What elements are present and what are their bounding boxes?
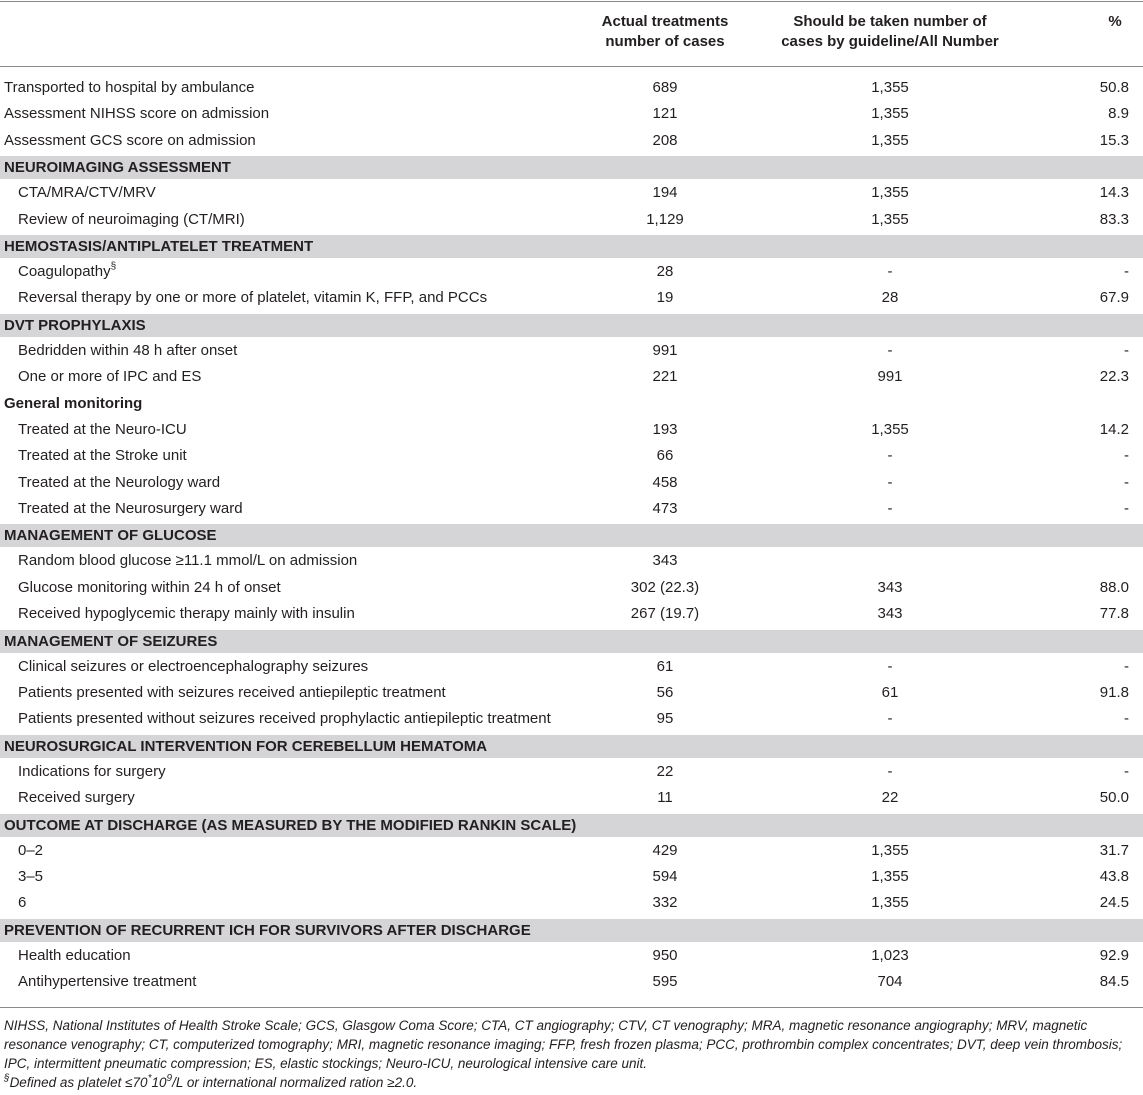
footnote-def-mid: 10 <box>151 1075 167 1090</box>
row-label-text: Review of neuroimaging (CT/MRI) <box>18 210 245 228</box>
row-label <box>18 838 43 864</box>
table-row <box>0 338 1143 364</box>
cell-percent: - <box>1124 262 1129 280</box>
section-title <box>4 814 576 837</box>
table-row <box>0 969 1143 995</box>
header-percent <box>1100 12 1130 32</box>
cell-should: 343 <box>877 605 903 623</box>
cell-actual: 121 <box>652 105 678 123</box>
table-row <box>0 470 1143 496</box>
table-row <box>0 417 1143 443</box>
row-label-text: Transported to hospital by ambulance <box>4 79 255 96</box>
row-label-text: HEMOSTASIS/ANTIPLATELET TREATMENT <box>4 237 314 255</box>
cell-should: 991 <box>877 368 903 386</box>
footnote-def-exp: 9 <box>166 1072 173 1084</box>
cell-percent: 88.0 <box>1099 578 1129 596</box>
row-label-text: DVT PROPHYLAXIS <box>4 316 146 334</box>
row-label-text: Antihypertensive treatment <box>18 973 197 991</box>
cell-percent: 84.5 <box>1099 973 1129 991</box>
cell-should: 1,355 <box>871 894 909 912</box>
row-label-text: MANAGEMENT OF GLUCOSE <box>4 527 217 545</box>
row-label <box>18 601 355 627</box>
cell-actual: 991 <box>652 341 678 359</box>
cell-percent: 8.9 <box>1108 105 1129 123</box>
row-label <box>4 101 269 127</box>
row-label <box>4 75 254 101</box>
section-header-row <box>0 524 1143 547</box>
cell-percent: 50.8 <box>1099 79 1129 96</box>
cell-percent: 91.8 <box>1099 684 1129 702</box>
footnote-def-post: /L or international normalized ration ≥2.0. <box>172 1075 418 1090</box>
cell-should: 1,355 <box>871 131 909 149</box>
row-label-text: PREVENTION OF RECURRENT ICH FOR SURVIVORS AFTER DISCHARGE <box>4 921 531 939</box>
cell-percent: 77.8 <box>1099 605 1129 623</box>
row-label <box>18 943 131 969</box>
section-header-row <box>0 919 1143 942</box>
cell-should: - <box>887 710 893 728</box>
row-label <box>18 470 220 496</box>
footnote-def-star: * <box>147 1072 152 1084</box>
footnote-section-mark: § <box>4 1072 10 1084</box>
row-label-text: NEUROIMAGING ASSESSMENT <box>4 159 231 177</box>
section-title <box>4 524 217 547</box>
cell-should: 1,355 <box>871 210 909 228</box>
cell-actual: 56 <box>656 684 674 702</box>
cell-actual: 193 <box>652 420 678 438</box>
table-row <box>0 364 1143 390</box>
table-row <box>0 575 1143 601</box>
table-row <box>0 496 1143 522</box>
cell-actual: 61 <box>656 657 674 675</box>
cell-percent: - <box>1124 341 1129 359</box>
table-row <box>0 838 1143 864</box>
row-label <box>18 496 243 522</box>
cell-should: 61 <box>881 684 899 702</box>
cell-should: 22 <box>881 789 899 807</box>
row-label-text: Patients presented with seizures received antiepileptic treatment <box>18 684 446 702</box>
row-label <box>18 706 551 732</box>
cell-percent: 15.3 <box>1099 131 1129 149</box>
row-label <box>18 180 156 206</box>
row-label-text: Treated at the Stroke unit <box>18 447 187 465</box>
row-label-text: Indications for surgery <box>18 762 166 780</box>
cell-should: - <box>887 500 893 518</box>
cell-actual: 95 <box>656 710 674 728</box>
table-top-rule <box>0 1 1143 2</box>
cell-percent: 67.9 <box>1099 289 1129 307</box>
table-row <box>0 128 1143 154</box>
row-label-text: Treated at the Neurosurgery ward <box>18 500 243 518</box>
header-bottom-rule <box>0 66 1143 67</box>
cell-percent: - <box>1124 447 1129 465</box>
cell-should: 343 <box>877 578 903 596</box>
section-title <box>4 735 487 758</box>
cell-actual: 595 <box>652 973 678 991</box>
cell-actual: 689 <box>652 79 678 96</box>
cell-actual: 19 <box>656 289 674 307</box>
row-label-text: Received hypoglycemic therapy mainly with insulin <box>18 605 355 623</box>
cell-should: 704 <box>877 973 903 991</box>
row-label <box>18 864 43 890</box>
cell-should: - <box>887 341 893 359</box>
row-label-text: Assessment GCS score on admission <box>4 131 256 149</box>
header-should-line1: Should be taken number of <box>793 13 987 30</box>
row-label <box>18 785 135 811</box>
table-row <box>0 548 1143 574</box>
cell-percent: 31.7 <box>1099 841 1129 859</box>
row-label <box>18 680 446 706</box>
row-label-text: Treated at the Neuro-ICU <box>18 420 187 438</box>
cell-actual: 343 <box>652 552 678 570</box>
row-label-text: Assessment NIHSS score on admission <box>4 105 270 123</box>
row-label <box>18 969 196 995</box>
cell-actual: 11 <box>657 789 673 807</box>
cell-percent: 14.3 <box>1099 184 1129 202</box>
row-label <box>18 548 357 574</box>
row-label-text: MANAGEMENT OF SEIZURES <box>4 632 218 650</box>
cell-actual: 267 (19.7) <box>630 605 700 623</box>
row-label-text: OUTCOME AT DISCHARGE (AS MEASURED BY THE MODIFIED RANKIN SCALE) <box>4 816 577 834</box>
row-label-text: 0–2 <box>18 841 44 859</box>
row-label-text: Received surgery <box>18 789 135 807</box>
table-row <box>0 75 1143 101</box>
row-label <box>18 443 187 469</box>
section-header-row <box>0 735 1143 758</box>
row-label-text: Random blood glucose ≥11.1 mmol/L on admission <box>18 552 358 570</box>
footnote-definition <box>4 1073 1141 1092</box>
row-label-text: 6 <box>18 894 27 912</box>
header-should-be-taken <box>760 12 1020 52</box>
section-header-row <box>0 235 1143 258</box>
cell-percent: - <box>1124 473 1129 491</box>
cell-percent: 22.3 <box>1099 368 1129 386</box>
row-label-text: General monitoring <box>4 394 143 412</box>
section-title <box>4 156 231 179</box>
row-label <box>18 364 201 390</box>
row-label-text: Patients presented without seizures received prophylactic antiepileptic treatment <box>18 710 551 728</box>
cell-actual: 332 <box>652 894 678 912</box>
header-actual-line1: Actual treatments <box>601 13 729 30</box>
row-label-text: Reversal therapy by one or more of platelet, vitamin K, FFP, and PCCs <box>18 289 488 307</box>
cell-actual: 302 (22.3) <box>630 578 700 596</box>
cell-should: - <box>887 262 893 280</box>
cell-should: 1,023 <box>871 946 909 964</box>
table-row <box>0 943 1143 969</box>
cell-should: - <box>887 657 893 675</box>
row-label <box>18 575 281 601</box>
row-label <box>4 128 256 154</box>
table-body <box>0 75 1143 996</box>
table-row <box>0 785 1143 811</box>
footnote-def-pre: Defined as platelet ≤70 <box>9 1075 148 1090</box>
row-label-text: Coagulopathy <box>18 262 111 280</box>
cell-percent: 43.8 <box>1099 867 1129 885</box>
table-row <box>0 864 1143 890</box>
row-label <box>18 654 368 680</box>
cell-should: - <box>887 762 893 780</box>
section-header-row <box>0 814 1143 837</box>
cell-actual: 473 <box>652 500 678 518</box>
cell-actual: 28 <box>656 262 674 280</box>
cell-should: - <box>887 447 893 465</box>
table-footnotes <box>4 1016 1141 1092</box>
row-label <box>18 417 187 443</box>
cell-actual: 22 <box>656 762 674 780</box>
section-header-row <box>0 630 1143 653</box>
cell-actual: 458 <box>652 473 678 491</box>
cell-should: 1,355 <box>871 184 909 202</box>
cell-actual: 1,129 <box>646 210 684 228</box>
table-row <box>0 890 1143 916</box>
row-label-text: NEUROSURGICAL INTERVENTION FOR CEREBELLUM HEMATOMA <box>4 737 488 755</box>
row-label-text: Bedridden within 48 h after onset <box>18 341 238 359</box>
header-percent-label: % <box>1108 13 1122 30</box>
footnote-abbreviations: NIHSS, National Institutes of Health Stroke Scale; GCS, Glasgow Coma Score; CTA, CT angiography; CTV, CT venography; MRA, magnetic resonance angiography; MRV, magnetic resonance venography; CT, computerized tomography; MRI, magnetic resonance imaging; FFP, fresh frozen plasma; PCC, prothrombin complex concentrates; DVT, deep vein thrombosis; IPC, intermittent pneumatic compression; ES, elastic stockings; Neuro-ICU, neurological intensive care unit. <box>4 1018 1123 1071</box>
row-label <box>18 285 487 311</box>
row-label-text: Clinical seizures or electroencephalography seizures <box>18 657 369 675</box>
section-header-row <box>0 156 1143 179</box>
cell-actual: 221 <box>652 368 678 386</box>
cell-percent: 24.5 <box>1099 894 1129 912</box>
header-actual-treatments <box>570 12 760 52</box>
cell-should: 1,355 <box>871 841 909 859</box>
row-label <box>18 259 116 285</box>
cell-should: 1,355 <box>871 867 909 885</box>
table-row <box>0 680 1143 706</box>
cell-percent: 83.3 <box>1099 210 1129 228</box>
row-label-text: One or more of IPC and ES <box>18 368 202 386</box>
cell-percent: - <box>1124 500 1129 518</box>
table-row <box>0 285 1143 311</box>
cell-percent: 50.0 <box>1099 789 1129 807</box>
cell-actual: 594 <box>652 867 678 885</box>
section-title <box>4 235 313 258</box>
header-actual-line2: number of cases <box>605 33 725 50</box>
row-label <box>18 890 26 916</box>
cell-actual: 208 <box>652 131 678 149</box>
cell-actual: 950 <box>652 946 678 964</box>
row-label-footnote-mark: § <box>110 260 117 272</box>
table-row <box>0 706 1143 732</box>
table-row <box>0 259 1143 285</box>
header-should-line2: cases by guideline/All Number <box>781 33 999 50</box>
subsection-row <box>0 391 1143 417</box>
table-row <box>0 101 1143 127</box>
cell-actual: 66 <box>656 447 674 465</box>
cell-should: 1,355 <box>871 105 909 123</box>
section-title <box>4 314 146 337</box>
row-label <box>18 338 237 364</box>
section-title <box>4 630 217 653</box>
row-label-text: CTA/MRA/CTV/MRV <box>18 184 156 202</box>
cell-should: 28 <box>881 289 899 307</box>
table-row <box>0 443 1143 469</box>
table-row <box>0 180 1143 206</box>
table-bottom-rule <box>0 1007 1143 1008</box>
cell-actual: 429 <box>652 841 678 859</box>
cell-should: 1,355 <box>871 79 909 96</box>
row-label-text: Treated at the Neurology ward <box>18 473 221 491</box>
table-header <box>0 12 1143 56</box>
cell-percent: - <box>1124 657 1129 675</box>
section-title <box>4 919 531 942</box>
cell-percent: 14.2 <box>1099 420 1129 438</box>
table-row <box>0 601 1143 627</box>
cell-percent: - <box>1124 762 1129 780</box>
row-label-text: Health education <box>18 946 131 964</box>
cell-percent: 92.9 <box>1099 946 1129 964</box>
row-label-text: Glucose monitoring within 24 h of onset <box>18 578 281 596</box>
cell-should: 1,355 <box>871 420 909 438</box>
table-row <box>0 759 1143 785</box>
section-header-row <box>0 314 1143 337</box>
row-label <box>18 207 245 233</box>
row-label <box>4 391 142 417</box>
cell-percent: - <box>1124 710 1129 728</box>
row-label <box>18 759 166 785</box>
table-row <box>0 207 1143 233</box>
row-label-text: 3–5 <box>18 867 44 885</box>
table-row <box>0 654 1143 680</box>
cell-should: - <box>887 473 893 491</box>
cell-actual: 194 <box>652 184 678 202</box>
